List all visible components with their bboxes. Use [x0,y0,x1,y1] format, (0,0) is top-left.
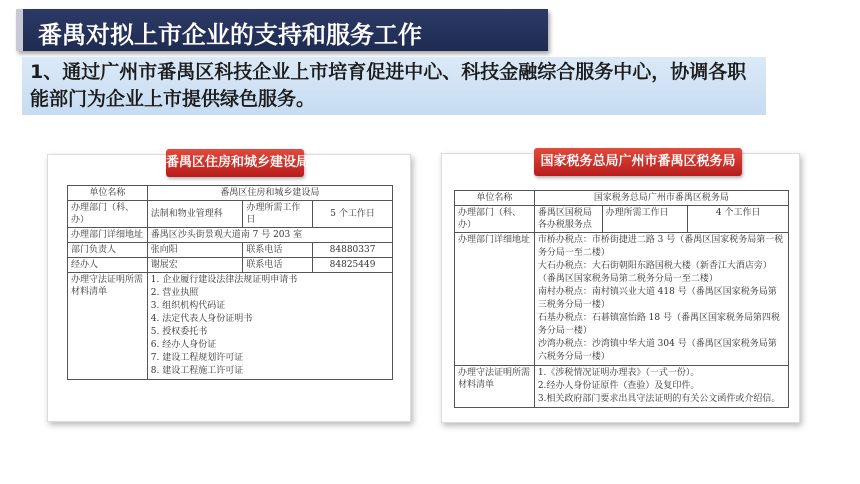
address-value: 番禺区沙头街景观大道南 7 号 203 室 [147,228,392,243]
handler-phone: 84825449 [313,258,393,273]
time-label: 办理所需工作日 [602,206,688,233]
table-row [455,191,789,206]
list-item: 4. 法定代表人身份证明书 [150,314,253,324]
table-row [455,206,789,233]
unit-label: 单位名称 [455,191,535,206]
address-label: 办理部门详细地址 [68,228,148,243]
slide-subtitle: 1、通过广州市番禺区科技企业上市培育促进中心、科技金融综合服务中心，协调各职能部门为企业上市提供绿色服务。 [30,61,747,110]
housing-bureau-card [47,154,411,422]
slide-title-bar [16,9,548,51]
list-item: 市桥办税点：市桥街捷进二路 3 号（番禺区国家税务局第一税务分局一至二楼） [537,235,784,258]
table-row [68,258,393,273]
list-item: 大石办税点：大石街朝阳东路国税大楼（新香江大酒店旁）（番禺区国家税务局第二税务分局一至二楼） [537,261,772,284]
list-item: 1. 企业履行建设法律法规证明申请书 [150,275,298,285]
leader-phone: 84880337 [313,243,393,258]
dept-value: 番禺区国税局各办税服务点 [534,206,602,233]
table-row [455,366,789,408]
table-row [68,228,393,243]
address-label: 办理部门详细地址 [455,233,535,366]
list-item: 南村办税点：南村镇兴业大道 418 号（番禺区国家税务局第三税务分局一楼） [537,287,777,310]
table-row [455,233,789,366]
materials-label: 办理守法证明所需材料清单 [455,366,535,408]
table-row [68,243,393,258]
handler-name: 谢展宏 [147,258,243,273]
table-row [68,186,393,201]
dept-label: 办理部门（科、办） [68,201,148,228]
subtitle-box [22,57,766,115]
slide-title: 番禺对拟上市企业的支持和服务工作 [38,21,422,49]
list-item: 3. 组织机构代码证 [150,301,226,311]
list-item: 2.经办人身份证原件（查验）及复印件。 [537,381,700,391]
unit-value: 番禺区住房和城乡建设局 [147,186,392,201]
time-label: 办理所需工作日 [243,201,313,228]
list-item: 3.相关政府部门要求出具守法证明的有关公文函件或介绍信。 [537,394,781,404]
leader-name: 张向阳 [147,243,243,258]
list-item: 5. 授权委托书 [150,327,208,337]
handler-phone-label: 联系电话 [243,258,313,273]
title-accent-strip [16,9,23,51]
leader-phone-label: 联系电话 [243,243,313,258]
list-item: 1.《涉税情况证明办理表》（一式一份）。 [537,368,700,378]
list-item: 沙湾办税点：沙湾镇中华大道 304 号（番禺区国家税务局第六税务分局一楼） [537,339,777,362]
housing-bureau-table [67,185,393,380]
materials-list [147,273,392,380]
unit-value: 国家税务总局广州市番禺区税务局 [534,191,788,206]
time-value: 5 个工作日 [313,201,393,228]
dept-label: 办理部门（科、办） [455,206,535,233]
table-row [68,201,393,228]
list-item: 6. 经办人身份证 [150,340,217,350]
list-item: 石基办税点：石碁镇富怡路 18 号（番禺区国家税务局第四税务分局一楼） [537,313,780,336]
list-item: 8. 建设工程施工许可证 [150,366,244,376]
unit-label: 单位名称 [68,186,148,201]
dept-value: 法制和物业管理科 [147,201,243,228]
materials-label: 办理守法证明所需材料清单 [68,273,148,380]
tax-bureau-ribbon: 国家税务总局广州市番禺区税务局 [534,148,742,176]
list-item: 7. 建设工程规划许可证 [150,353,244,363]
table-row [68,273,393,380]
leader-label: 部门负责人 [68,243,148,258]
address-list [534,233,788,366]
time-value: 4 个工作日 [688,206,789,233]
list-item: 2. 营业执照 [150,288,199,298]
tax-bureau-table [454,190,789,408]
materials-list [534,366,788,408]
tax-bureau-card [441,153,800,423]
housing-bureau-ribbon: 番禺区住房和城乡建设局 [166,149,304,177]
handler-label: 经办人 [68,258,148,273]
